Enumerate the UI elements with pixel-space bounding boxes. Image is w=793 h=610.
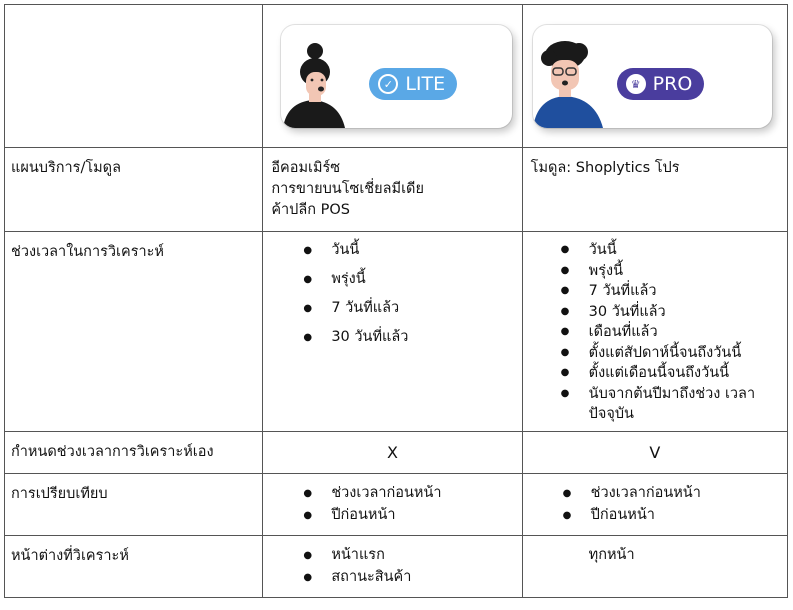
pro-badge xyxy=(617,68,705,100)
list-item: ● เดือนที่แล้ว xyxy=(589,322,783,343)
list-item: ● ปีก่อนหน้า xyxy=(591,505,781,526)
plan-pro-cell: โมดูล: Shoplytics โปร xyxy=(522,148,787,232)
list-item: ● 30 วันที่แล้ว xyxy=(331,327,515,348)
plan-lite-line: ค้าปลีก POS xyxy=(271,202,351,218)
empty-corner-cell xyxy=(5,5,263,148)
pages-row xyxy=(5,535,788,597)
period-label: ช่วงเวลาในการวิเคราะห์ xyxy=(5,232,263,432)
compare-row xyxy=(5,473,788,535)
man-avatar-icon xyxy=(533,38,611,128)
pro-badge-label: PRO xyxy=(652,72,693,95)
pages-pro-cell xyxy=(522,535,787,597)
lite-plan-card xyxy=(281,25,512,128)
custom-lite-value: X xyxy=(263,431,522,473)
plan-label: แผนบริการ/โมดูล xyxy=(5,148,263,232)
plan-lite-line: อีคอมเมิร์ซ xyxy=(271,160,341,176)
crown-icon: ♛ xyxy=(626,74,646,94)
check-circle-icon: ✓ xyxy=(378,74,398,94)
custom-period-label: กำหนดช่วงเวลาการวิเคราะห์เอง xyxy=(5,431,263,473)
compare-lite-list xyxy=(263,474,521,535)
list-item: ● ตั้งแต่สัปดาห์นี้จนถึงวันนี้ xyxy=(589,343,783,364)
custom-period-row xyxy=(5,431,788,473)
list-item: ● ช่วงเวลาก่อนหน้า xyxy=(331,483,515,504)
compare-pro-list xyxy=(523,474,787,535)
list-item: ● วันนี้ xyxy=(589,240,783,261)
list-item: ● 7 วันที่แล้ว xyxy=(589,281,783,302)
plan-lite-cell xyxy=(263,148,522,232)
pages-lite-cell xyxy=(263,535,522,597)
list-item: ● ช่วงเวลาก่อนหน้า xyxy=(591,483,781,504)
lite-badge xyxy=(369,68,457,100)
compare-pro-cell xyxy=(522,473,787,535)
period-pro-cell xyxy=(522,232,787,432)
lite-badge-label: LITE xyxy=(405,72,446,95)
woman-avatar-icon xyxy=(281,42,353,128)
list-item: ● สถานะสินค้า xyxy=(331,567,515,588)
compare-label: การเปรียบเทียบ xyxy=(5,473,263,535)
period-lite-list xyxy=(263,232,521,362)
pro-header-cell xyxy=(522,5,787,148)
list-item: ● วันนี้ xyxy=(331,240,515,261)
comparison-table xyxy=(4,4,788,598)
pages-lite-list xyxy=(263,536,521,597)
custom-pro-value: V xyxy=(522,431,787,473)
compare-lite-cell xyxy=(263,473,522,535)
list-item: ● หน้าแรก xyxy=(331,545,515,566)
pro-plan-card xyxy=(533,25,772,128)
pages-label: หน้าต่างที่วิเคราะห์ xyxy=(5,535,263,597)
pages-pro-value: ทุกหน้า xyxy=(588,546,635,563)
list-item: ● พรุ่งนี้ xyxy=(589,261,783,282)
period-lite-cell xyxy=(263,232,522,432)
list-item: ● 7 วันที่แล้ว xyxy=(331,298,515,319)
list-item: ● ตั้งแต่เดือนนี้จนถึงวันนี้ xyxy=(589,363,783,384)
period-row xyxy=(5,232,788,432)
list-item: ● นับจากต้นปีมาถึงช่วง เวลาปัจจุบัน xyxy=(589,384,783,425)
plan-row xyxy=(5,148,788,232)
period-pro-list xyxy=(523,232,787,431)
list-item: ● 30 วันที่แล้ว xyxy=(589,302,783,323)
header-row xyxy=(5,5,788,148)
plan-lite-line: การขายบนโซเชี่ยลมีเดีย xyxy=(271,181,424,197)
list-item: ● พรุ่งนี้ xyxy=(331,269,515,290)
lite-header-cell xyxy=(263,5,522,148)
list-item: ● ปีก่อนหน้า xyxy=(331,505,515,526)
